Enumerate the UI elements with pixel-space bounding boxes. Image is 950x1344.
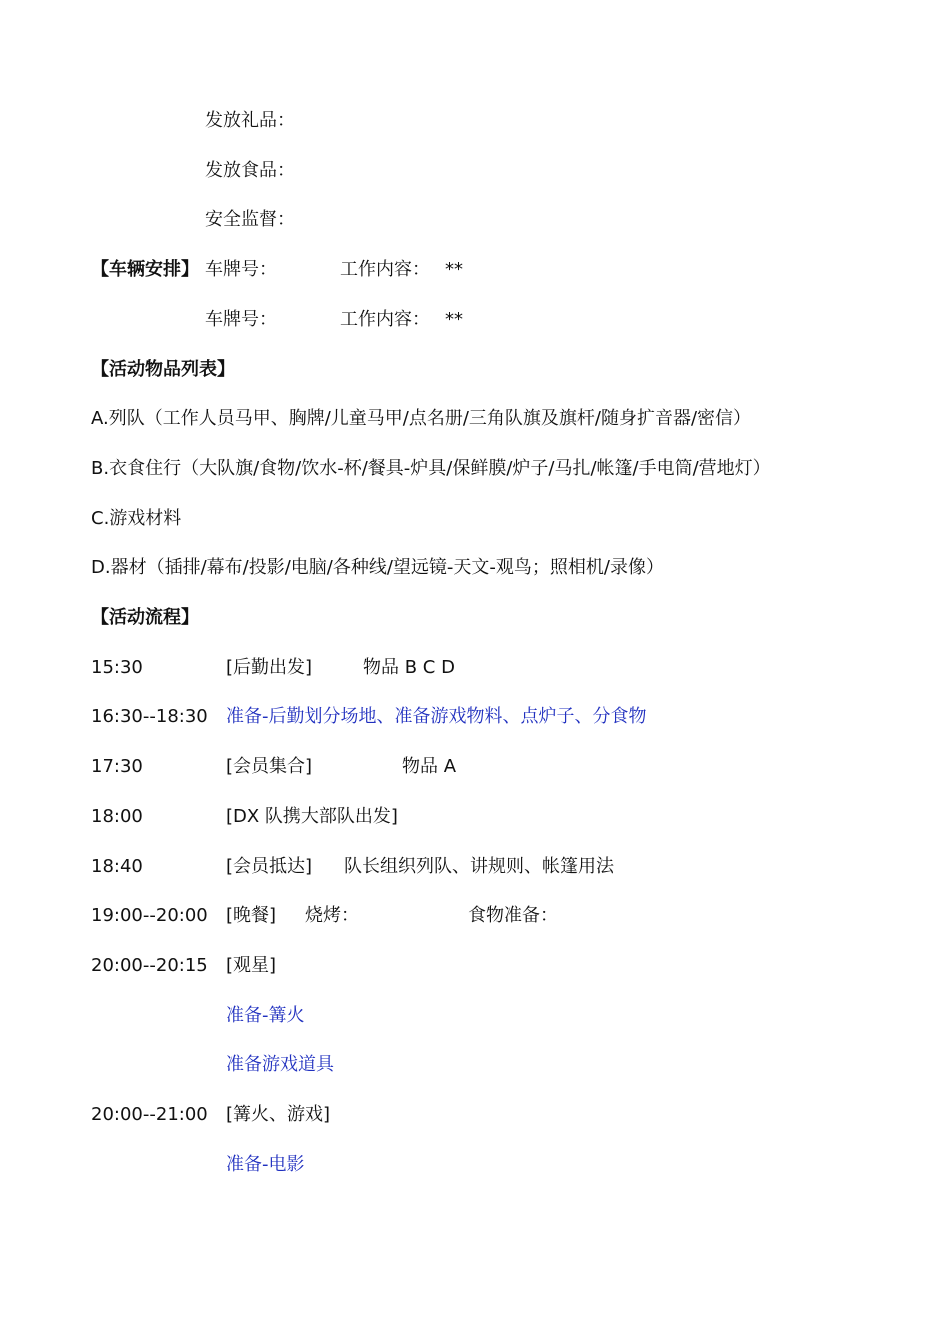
flow-time: 15:30 bbox=[91, 657, 143, 678]
vehicle-row bbox=[0, 255, 950, 285]
flow-note: 物品 A bbox=[402, 756, 457, 777]
staff-gifts-row bbox=[0, 106, 950, 136]
flow-event: [观星] bbox=[226, 955, 277, 976]
flow-note: 队长组织列队、讲规则、帐篷用法 bbox=[344, 856, 614, 877]
vehicle-plate-label: 车牌号： bbox=[205, 309, 277, 330]
items-list-item bbox=[0, 504, 950, 534]
flow-time: 20:00--20:15 bbox=[91, 955, 208, 976]
staff-safety-row bbox=[0, 205, 950, 235]
flow-time: 20:00--21:00 bbox=[91, 1104, 208, 1125]
flow-event: [会员集合] bbox=[226, 756, 313, 777]
staff-food-row bbox=[0, 156, 950, 186]
flow-row bbox=[0, 653, 950, 683]
vehicle-row bbox=[0, 305, 950, 335]
flow-row bbox=[0, 752, 950, 782]
items-heading-row bbox=[0, 355, 950, 385]
staff-food-label: 发放食品： bbox=[205, 160, 295, 181]
flow-time: 18:00 bbox=[91, 806, 143, 827]
flow-row bbox=[0, 1100, 950, 1130]
vehicle-work-value: ** bbox=[445, 259, 463, 280]
flow-event: [篝火、游戏] bbox=[226, 1104, 331, 1125]
items-list-text: A.列队（工作人员马甲、胸牌/儿童马甲/点名册/三角队旗及旗杆/随身扩音器/密信） bbox=[91, 408, 752, 429]
flow-prep-task: 准备-电影 bbox=[226, 1154, 305, 1175]
flow-row bbox=[0, 852, 950, 882]
flow-time: 18:40 bbox=[91, 856, 143, 877]
flow-time: 17:30 bbox=[91, 756, 143, 777]
vehicle-work-label: 工作内容： bbox=[340, 259, 430, 280]
staff-safety-label: 安全监督： bbox=[205, 209, 295, 230]
vehicle-work-value: ** bbox=[445, 309, 463, 330]
flow-row bbox=[0, 1050, 950, 1080]
flow-row bbox=[0, 951, 950, 981]
vehicles-heading: 【车辆安排】 bbox=[91, 259, 199, 280]
flow-event: [DX 队携大部队出发] bbox=[226, 806, 398, 827]
flow-row bbox=[0, 1150, 950, 1180]
flow-note-secondary: 食物准备： bbox=[468, 905, 558, 926]
flow-time: 19:00--20:00 bbox=[91, 905, 208, 926]
vehicle-plate-label: 车牌号： bbox=[205, 259, 277, 280]
flow-event: [晚餐] bbox=[226, 905, 277, 926]
items-list-item bbox=[0, 404, 950, 434]
items-heading: 【活动物品列表】 bbox=[91, 359, 235, 380]
flow-prep-task: 准备-篝火 bbox=[226, 1005, 305, 1026]
flow-prep-task: 准备-后勤划分场地、准备游戏物料、点炉子、分食物 bbox=[226, 706, 647, 727]
flow-event: [后勤出发] bbox=[226, 657, 313, 678]
flow-row bbox=[0, 901, 950, 931]
items-list-item bbox=[0, 553, 950, 583]
flow-event: [会员抵达] bbox=[226, 856, 313, 877]
staff-gifts-label: 发放礼品： bbox=[205, 110, 295, 131]
items-list-text: C.游戏材料 bbox=[91, 508, 182, 529]
flow-row bbox=[0, 702, 950, 732]
flow-row bbox=[0, 802, 950, 832]
items-list-text: B.衣食住行（大队旗/食物/饮水-杯/餐具-炉具/保鲜膜/炉子/马扎/帐篷/手电筒/营地灯） bbox=[91, 458, 771, 479]
flow-heading: 【活动流程】 bbox=[91, 607, 199, 628]
flow-row bbox=[0, 1001, 950, 1031]
flow-time: 16:30--18:30 bbox=[91, 706, 208, 727]
items-list-text: D.器材（插排/幕布/投影/电脑/各种线/望远镜-天文-观鸟；照相机/录像） bbox=[91, 557, 664, 578]
flow-note: 烧烤： bbox=[305, 905, 359, 926]
flow-note: 物品 B C D bbox=[363, 657, 455, 678]
flow-prep-task: 准备游戏道具 bbox=[226, 1054, 334, 1075]
items-list-item bbox=[0, 454, 950, 484]
flow-heading-row bbox=[0, 603, 950, 633]
vehicle-work-label: 工作内容： bbox=[340, 309, 430, 330]
